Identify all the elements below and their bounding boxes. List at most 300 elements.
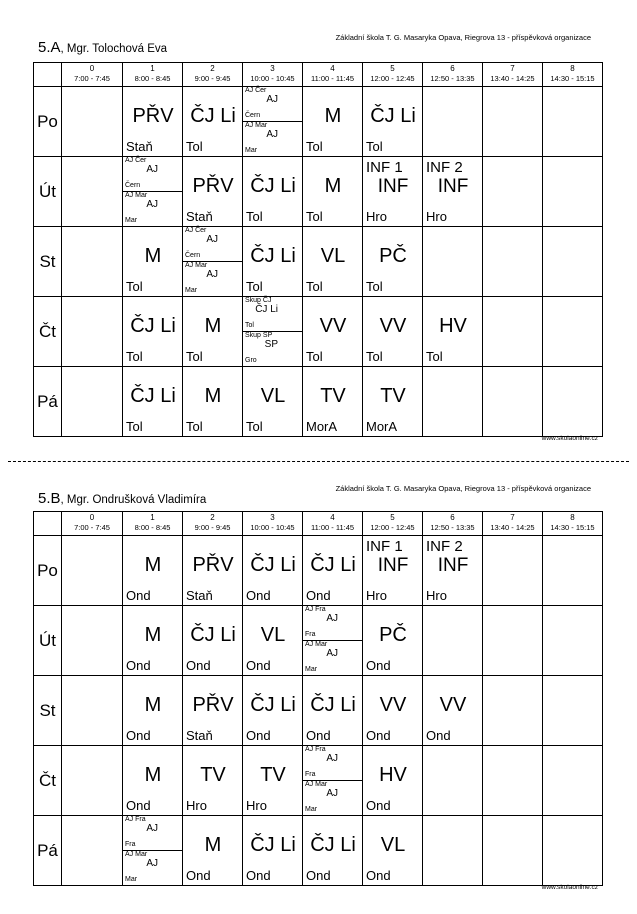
subject: AJ bbox=[326, 753, 338, 764]
empty-cell bbox=[483, 606, 543, 676]
group-lesson bbox=[303, 781, 362, 815]
lesson-cell bbox=[123, 87, 183, 157]
empty-cell bbox=[543, 676, 603, 746]
school-name: Základní škola T. G. Masaryka Opava, Riegrova 13 - příspěvková organizace bbox=[335, 33, 591, 42]
subject: VV bbox=[439, 694, 467, 716]
class-name: 5.B bbox=[38, 490, 61, 507]
teacher-code: Staň bbox=[186, 728, 213, 743]
lesson-cell bbox=[243, 157, 303, 227]
teacher-code: MorA bbox=[366, 419, 398, 434]
subject: HV bbox=[379, 764, 407, 786]
subject: VL bbox=[260, 385, 286, 407]
day-row bbox=[34, 87, 603, 157]
lesson-cell bbox=[123, 157, 183, 227]
teacher-code: Tol bbox=[366, 279, 383, 294]
teacher-code: Mar bbox=[125, 876, 138, 883]
lesson-cell bbox=[363, 367, 423, 437]
lesson-cell bbox=[363, 87, 423, 157]
subject: PŘV bbox=[132, 105, 174, 127]
day-row bbox=[34, 606, 603, 676]
teacher-code: Ond bbox=[246, 588, 271, 603]
subject: AJ bbox=[206, 234, 218, 245]
period-number: 0 bbox=[89, 64, 95, 73]
lesson-cell bbox=[123, 746, 183, 816]
teacher-code: Ond bbox=[366, 798, 391, 813]
empty-cell bbox=[62, 536, 123, 606]
teacher-code: Tol bbox=[126, 279, 143, 294]
lesson-cell bbox=[243, 227, 303, 297]
cut-line bbox=[8, 461, 629, 462]
subject: ČJ Li bbox=[370, 105, 416, 127]
timetable-grid bbox=[33, 511, 603, 886]
subject: ČJ Li bbox=[250, 175, 296, 197]
lesson-cell bbox=[423, 536, 483, 606]
lesson-cell bbox=[303, 746, 363, 816]
teacher-code: Čern bbox=[245, 112, 261, 119]
subject: PČ bbox=[379, 624, 407, 646]
teacher-code: Tol bbox=[366, 139, 383, 154]
teacher-code: Čern bbox=[185, 252, 201, 259]
group-label: AJ Čer bbox=[125, 157, 147, 164]
subject: VV bbox=[379, 315, 407, 337]
empty-cell bbox=[423, 227, 483, 297]
period-header bbox=[62, 63, 123, 87]
period-time: 8:00 - 8:45 bbox=[134, 523, 171, 532]
period-number: 0 bbox=[89, 513, 95, 522]
subject: VV bbox=[319, 315, 347, 337]
teacher-code: Tol bbox=[246, 209, 263, 224]
empty-cell bbox=[62, 227, 123, 297]
teacher-code: Hro bbox=[246, 798, 267, 813]
subject: HV bbox=[439, 315, 467, 337]
teacher-code: Mar bbox=[305, 666, 318, 673]
lesson-cell bbox=[123, 297, 183, 367]
group-lesson bbox=[183, 262, 242, 296]
lesson-cell bbox=[183, 676, 243, 746]
lesson-cell bbox=[183, 87, 243, 157]
group-label: AJ Fra bbox=[125, 816, 146, 823]
period-time: 14:30 - 15:15 bbox=[550, 74, 595, 83]
subject: AJ bbox=[326, 788, 338, 799]
period-number: 8 bbox=[570, 513, 575, 522]
teacher-code: Ond bbox=[306, 588, 331, 603]
lesson-cell bbox=[363, 297, 423, 367]
empty-cell bbox=[543, 227, 603, 297]
empty-cell bbox=[543, 536, 603, 606]
teacher-code: Hro bbox=[366, 588, 387, 603]
teacher-code: Ond bbox=[186, 868, 211, 883]
lesson-cell bbox=[123, 536, 183, 606]
empty-cell bbox=[62, 367, 123, 437]
subject: M bbox=[144, 624, 162, 646]
teacher-code: Tol bbox=[246, 419, 263, 434]
period-time: 14:30 - 15:15 bbox=[550, 523, 595, 532]
day-row bbox=[34, 536, 603, 606]
subject: M bbox=[144, 694, 162, 716]
corner-cell bbox=[34, 512, 62, 536]
period-header bbox=[483, 512, 543, 536]
subject: M bbox=[324, 105, 342, 127]
lesson-cell bbox=[243, 606, 303, 676]
lesson-cell bbox=[243, 367, 303, 437]
class-name: 5.A bbox=[38, 39, 61, 56]
subject: VL bbox=[380, 834, 406, 856]
teacher-code: Hro bbox=[426, 209, 447, 224]
class-heading bbox=[38, 39, 167, 57]
empty-cell bbox=[483, 227, 543, 297]
group-label: AJ Fra bbox=[305, 746, 326, 753]
lesson-cell bbox=[243, 816, 303, 886]
empty-cell bbox=[483, 367, 543, 437]
lesson-cell bbox=[123, 227, 183, 297]
subject: ČJ Li bbox=[310, 554, 356, 576]
day-name: Čt bbox=[34, 297, 62, 367]
lesson-cell bbox=[183, 746, 243, 816]
empty-cell bbox=[543, 746, 603, 816]
empty-cell bbox=[62, 157, 123, 227]
period-time: 9:00 - 9:45 bbox=[194, 74, 231, 83]
day-name: Po bbox=[34, 87, 62, 157]
period-number: 6 bbox=[450, 64, 455, 73]
corner-cell bbox=[34, 63, 62, 87]
teacher-code: Tol bbox=[306, 279, 323, 294]
empty-cell bbox=[483, 676, 543, 746]
empty-cell bbox=[62, 746, 123, 816]
day-name: Po bbox=[34, 536, 62, 606]
teacher-code: Ond bbox=[126, 728, 151, 743]
group-lesson bbox=[243, 87, 302, 122]
teacher-code: Mar bbox=[125, 217, 138, 224]
lesson-cell bbox=[303, 536, 363, 606]
group-label: Skup SP bbox=[245, 332, 273, 339]
subject: ČJ Li bbox=[310, 694, 356, 716]
period-header bbox=[243, 63, 303, 87]
period-header bbox=[543, 63, 603, 87]
subject: TV bbox=[200, 764, 226, 786]
group-lesson bbox=[303, 641, 362, 675]
empty-cell bbox=[483, 157, 543, 227]
subject: PŘV bbox=[192, 554, 234, 576]
empty-cell bbox=[62, 676, 123, 746]
lesson-cell bbox=[123, 816, 183, 886]
subject: ČJ Li bbox=[130, 385, 176, 407]
period-time: 13:40 - 14:25 bbox=[490, 523, 535, 532]
teacher-code: Tol bbox=[246, 279, 263, 294]
period-time: 10:00 - 10:45 bbox=[250, 523, 295, 532]
teacher-code: Ond bbox=[426, 728, 451, 743]
teacher-code: MorA bbox=[306, 419, 338, 434]
subject: PŘV bbox=[192, 175, 234, 197]
subject: M bbox=[144, 554, 162, 576]
subject: PŘV bbox=[192, 694, 234, 716]
empty-cell bbox=[483, 297, 543, 367]
group-lesson bbox=[123, 192, 182, 226]
class-teacher: , Mgr. Tolochová Eva bbox=[60, 43, 168, 55]
period-time: 9:00 - 9:45 bbox=[194, 523, 231, 532]
class-teacher: , Mgr. Ondrušková Vladimíra bbox=[60, 494, 207, 506]
subject: INF bbox=[377, 176, 409, 197]
group-label: AJ Mar bbox=[245, 122, 268, 129]
lesson-cell bbox=[303, 676, 363, 746]
teacher-code: Ond bbox=[126, 798, 151, 813]
subject: M bbox=[204, 315, 222, 337]
empty-cell bbox=[543, 367, 603, 437]
teacher-code: Mar bbox=[305, 806, 318, 813]
teacher-code: Ond bbox=[126, 658, 151, 673]
period-number: 1 bbox=[150, 64, 155, 73]
lesson-cell bbox=[183, 367, 243, 437]
teacher-code: Hro bbox=[186, 798, 207, 813]
teacher-code: Čern bbox=[125, 182, 141, 189]
group-label: INF 2 bbox=[426, 159, 463, 176]
lesson-cell bbox=[363, 157, 423, 227]
teacher-code: Tol bbox=[306, 209, 323, 224]
period-number: 7 bbox=[510, 513, 515, 522]
subject: ČJ Li bbox=[255, 304, 278, 315]
period-header bbox=[62, 512, 123, 536]
day-name: Pá bbox=[34, 367, 62, 437]
lesson-cell bbox=[243, 746, 303, 816]
footer-web: www.skolaonline.cz bbox=[541, 435, 598, 442]
group-lesson bbox=[243, 332, 302, 366]
lesson-cell bbox=[123, 606, 183, 676]
lesson-cell bbox=[363, 227, 423, 297]
group-label: INF 2 bbox=[426, 538, 463, 555]
day-row bbox=[34, 367, 603, 437]
group-lesson bbox=[243, 297, 302, 332]
period-number: 3 bbox=[270, 64, 275, 73]
day-row bbox=[34, 227, 603, 297]
day-name: St bbox=[34, 227, 62, 297]
period-time: 8:00 - 8:45 bbox=[134, 74, 171, 83]
group-label: AJ Mar bbox=[125, 851, 148, 858]
teacher-code: Tol bbox=[126, 349, 143, 364]
lesson-cell bbox=[183, 297, 243, 367]
teacher-code: Tol bbox=[306, 139, 323, 154]
period-number: 2 bbox=[210, 64, 215, 73]
period-header bbox=[123, 512, 183, 536]
period-header bbox=[243, 512, 303, 536]
empty-cell bbox=[423, 816, 483, 886]
period-number: 1 bbox=[150, 513, 155, 522]
group-label: INF 1 bbox=[366, 159, 403, 176]
lesson-cell bbox=[423, 676, 483, 746]
class-heading bbox=[38, 490, 206, 508]
day-name: Út bbox=[34, 157, 62, 227]
subject: PČ bbox=[379, 245, 407, 267]
period-time: 7:00 - 7:45 bbox=[74, 523, 110, 532]
lesson-cell bbox=[183, 816, 243, 886]
subject: INF bbox=[437, 555, 469, 576]
period-number: 4 bbox=[330, 64, 335, 73]
empty-cell bbox=[543, 87, 603, 157]
lesson-cell bbox=[183, 227, 243, 297]
group-lesson bbox=[303, 746, 362, 781]
lesson-cell bbox=[303, 606, 363, 676]
teacher-code: Tol bbox=[186, 419, 203, 434]
group-label: AJ Mar bbox=[305, 641, 328, 648]
empty-cell bbox=[543, 157, 603, 227]
empty-cell bbox=[483, 87, 543, 157]
period-time: 7:00 - 7:45 bbox=[74, 74, 110, 83]
teacher-code: Ond bbox=[246, 868, 271, 883]
lesson-cell bbox=[363, 676, 423, 746]
group-lesson bbox=[183, 227, 242, 262]
lesson-cell bbox=[183, 536, 243, 606]
group-lesson bbox=[123, 816, 182, 851]
teacher-code: Tol bbox=[126, 419, 143, 434]
subject: AJ bbox=[326, 613, 338, 624]
period-number: 5 bbox=[390, 64, 395, 73]
period-number: 3 bbox=[270, 513, 275, 522]
empty-cell bbox=[62, 297, 123, 367]
group-label: AJ Čer bbox=[185, 227, 207, 234]
teacher-code: Tol bbox=[306, 349, 323, 364]
teacher-code: Hro bbox=[426, 588, 447, 603]
day-row bbox=[34, 746, 603, 816]
period-number: 4 bbox=[330, 513, 335, 522]
lesson-cell bbox=[183, 606, 243, 676]
subject: M bbox=[324, 175, 342, 197]
period-header bbox=[423, 512, 483, 536]
period-number: 5 bbox=[390, 513, 395, 522]
lesson-cell bbox=[243, 536, 303, 606]
day-row bbox=[34, 816, 603, 886]
subject: ČJ Li bbox=[250, 694, 296, 716]
teacher-code: Tol bbox=[245, 322, 254, 329]
subject: M bbox=[144, 764, 162, 786]
group-label: AJ Mar bbox=[185, 262, 208, 269]
lesson-cell bbox=[123, 367, 183, 437]
group-label: AJ Mar bbox=[305, 781, 328, 788]
subject: ČJ Li bbox=[250, 245, 296, 267]
period-header bbox=[363, 63, 423, 87]
empty-cell bbox=[543, 297, 603, 367]
subject: INF bbox=[377, 555, 409, 576]
period-number: 6 bbox=[450, 513, 455, 522]
subject: AJ bbox=[266, 94, 278, 105]
lesson-cell bbox=[363, 536, 423, 606]
lesson-cell bbox=[363, 816, 423, 886]
lesson-cell bbox=[303, 297, 363, 367]
empty-cell bbox=[62, 606, 123, 676]
period-time: 12:50 - 13:35 bbox=[430, 74, 475, 83]
teacher-code: Ond bbox=[366, 728, 391, 743]
empty-cell bbox=[483, 816, 543, 886]
lesson-cell bbox=[423, 297, 483, 367]
lesson-cell bbox=[363, 746, 423, 816]
period-header bbox=[303, 512, 363, 536]
group-lesson bbox=[303, 606, 362, 641]
empty-cell bbox=[483, 536, 543, 606]
group-lesson bbox=[243, 122, 302, 156]
subject: M bbox=[204, 834, 222, 856]
subject: INF bbox=[437, 176, 469, 197]
day-row bbox=[34, 676, 603, 746]
teacher-code: Ond bbox=[306, 728, 331, 743]
timetable-grid bbox=[33, 62, 603, 437]
teacher-code: Ond bbox=[366, 868, 391, 883]
lesson-cell bbox=[303, 157, 363, 227]
subject: SP bbox=[264, 339, 278, 350]
lesson-cell bbox=[243, 676, 303, 746]
teacher-code: Ond bbox=[126, 588, 151, 603]
teacher-code: Hro bbox=[366, 209, 387, 224]
subject: AJ bbox=[326, 648, 338, 659]
subject: ČJ Li bbox=[190, 624, 236, 646]
teacher-code: Ond bbox=[246, 728, 271, 743]
school-name: Základní škola T. G. Masaryka Opava, Riegrova 13 - příspěvková organizace bbox=[335, 484, 591, 493]
subject: ČJ Li bbox=[310, 834, 356, 856]
group-label: AJ Fra bbox=[305, 606, 326, 613]
empty-cell bbox=[423, 606, 483, 676]
lesson-cell bbox=[423, 157, 483, 227]
teacher-code: Gro bbox=[245, 357, 257, 364]
lesson-cell bbox=[303, 87, 363, 157]
period-time: 12:50 - 13:35 bbox=[430, 523, 475, 532]
period-header bbox=[543, 512, 603, 536]
subject: AJ bbox=[206, 269, 218, 280]
subject: AJ bbox=[146, 164, 158, 175]
group-lesson bbox=[123, 157, 182, 192]
empty-cell bbox=[423, 87, 483, 157]
lesson-cell bbox=[303, 816, 363, 886]
period-header bbox=[183, 512, 243, 536]
day-row bbox=[34, 157, 603, 227]
empty-cell bbox=[543, 606, 603, 676]
teacher-code: Staň bbox=[186, 588, 213, 603]
day-name: Čt bbox=[34, 746, 62, 816]
subject: M bbox=[204, 385, 222, 407]
period-time: 12:00 - 12:45 bbox=[370, 74, 415, 83]
subject: AJ bbox=[146, 858, 158, 869]
lesson-cell bbox=[243, 297, 303, 367]
group-label: AJ Mar bbox=[125, 192, 148, 199]
teacher-code: Fra bbox=[125, 841, 136, 848]
teacher-code: Tol bbox=[186, 139, 203, 154]
subject: TV bbox=[260, 764, 286, 786]
period-number: 8 bbox=[570, 64, 575, 73]
subject: TV bbox=[320, 385, 346, 407]
lesson-cell bbox=[363, 606, 423, 676]
lesson-cell bbox=[123, 676, 183, 746]
period-time: 13:40 - 14:25 bbox=[490, 74, 535, 83]
subject: M bbox=[144, 245, 162, 267]
teacher-code: Fra bbox=[305, 631, 316, 638]
subject: AJ bbox=[146, 823, 158, 834]
group-lesson bbox=[123, 851, 182, 885]
teacher-code: Fra bbox=[305, 771, 316, 778]
subject: AJ bbox=[146, 199, 158, 210]
teacher-code: Ond bbox=[366, 658, 391, 673]
teacher-code: Staň bbox=[186, 209, 213, 224]
teacher-code: Ond bbox=[306, 868, 331, 883]
teacher-code: Mar bbox=[185, 287, 198, 294]
period-number: 7 bbox=[510, 64, 515, 73]
group-label: INF 1 bbox=[366, 538, 403, 555]
lesson-cell bbox=[303, 227, 363, 297]
period-header bbox=[303, 63, 363, 87]
period-header bbox=[363, 512, 423, 536]
group-label: AJ Čer bbox=[245, 87, 267, 94]
lesson-cell bbox=[183, 157, 243, 227]
teacher-code: Mar bbox=[245, 147, 258, 154]
group-label: Skup ČJ bbox=[245, 297, 272, 304]
subject: VL bbox=[260, 624, 286, 646]
teacher-code: Ond bbox=[246, 658, 271, 673]
period-time: 11:00 - 11:45 bbox=[310, 74, 355, 83]
subject: TV bbox=[380, 385, 406, 407]
